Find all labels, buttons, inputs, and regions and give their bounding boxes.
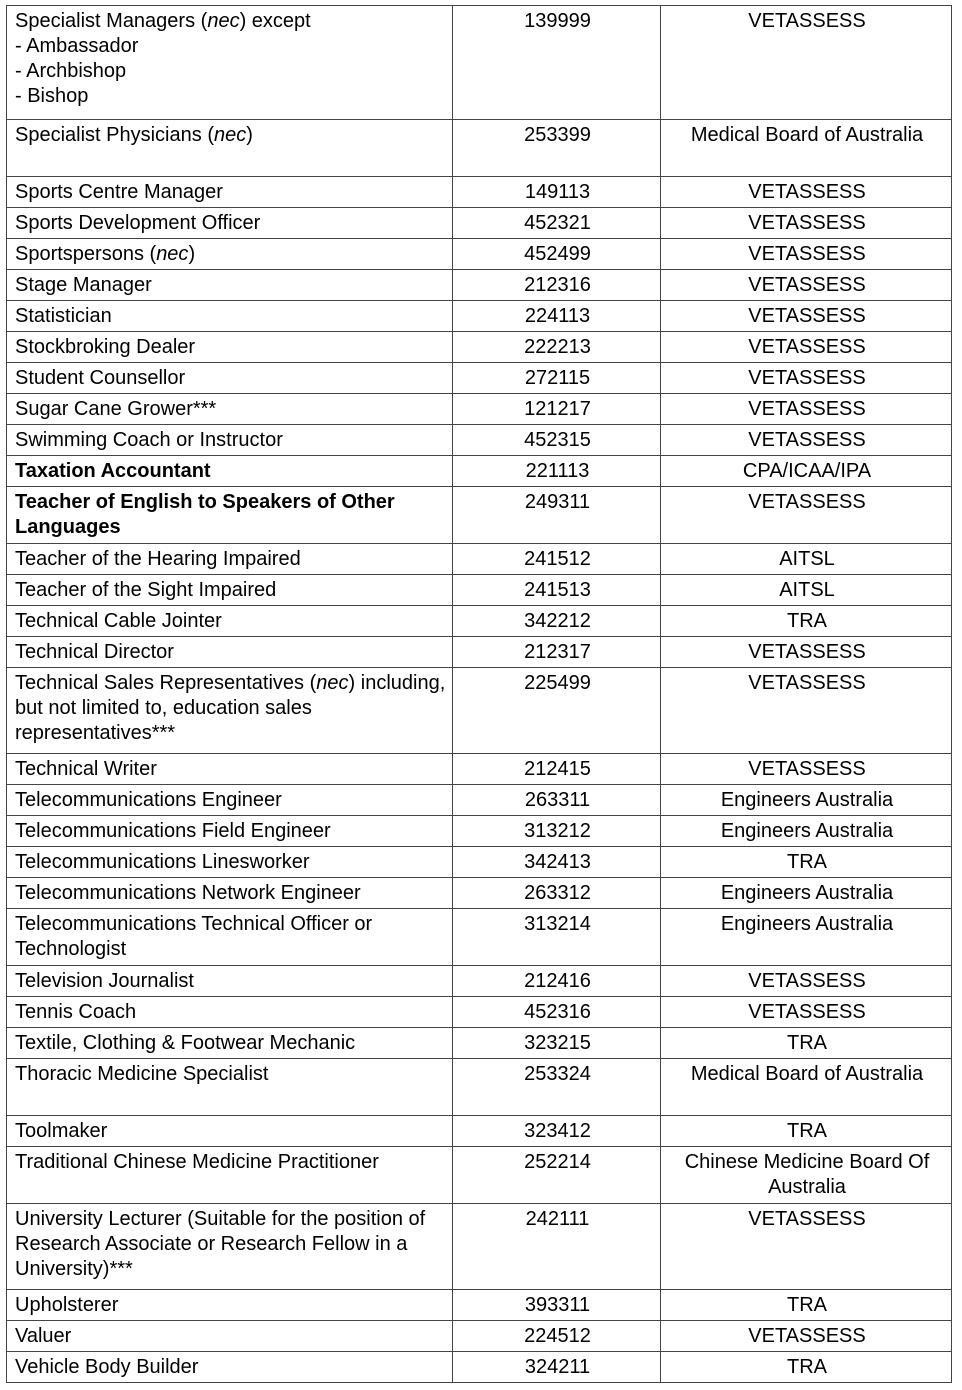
occupation-code: 263311 (453, 785, 661, 816)
assessing-authority: Engineers Australia (661, 785, 952, 816)
occupation-name: Telecommunications Engineer (7, 785, 453, 816)
assessing-authority: AITSL (661, 575, 952, 606)
assessing-authority: VETASSESS (661, 177, 952, 208)
assessing-authority: TRA (661, 1290, 952, 1321)
occupation-name: Teacher of English to Speakers of Other Languages (7, 487, 453, 544)
nec-abbreviation: nec (213, 124, 247, 146)
assessing-authority: Medical Board of Australia (661, 1059, 952, 1116)
occupation-name: Traditional Chinese Medicine Practitioner (7, 1147, 453, 1204)
occupation-code: 323412 (453, 1116, 661, 1147)
occupation-name: Telecommunications Network Engineer (7, 878, 453, 909)
occupation-code: 452316 (453, 997, 661, 1028)
occupation-name: Sportspersons (nec) (7, 239, 453, 270)
occupation-name: Technical Director (7, 637, 453, 668)
nec-abbreviation: nec (156, 243, 189, 265)
occupation-code: 313212 (453, 816, 661, 847)
occupation-name: Telecommunications Linesworker (7, 847, 453, 878)
occupation-code: 272115 (453, 363, 661, 394)
assessing-authority: VETASSESS (661, 270, 952, 301)
assessing-authority: Chinese Medicine Board Of Australia (661, 1147, 952, 1204)
occupation-code: 342212 (453, 606, 661, 637)
occupation-name: Stockbroking Dealer (7, 332, 453, 363)
occupation-name: Toolmaker (7, 1116, 453, 1147)
assessing-authority: VETASSESS (661, 332, 952, 363)
occupation-name: Vehicle Body Builder (7, 1352, 453, 1383)
occupation-code: 263312 (453, 878, 661, 909)
assessing-authority: TRA (661, 847, 952, 878)
occupation-name: Sugar Cane Grower*** (7, 394, 453, 425)
occupation-name: Sports Development Officer (7, 208, 453, 239)
occupation-name: Swimming Coach or Instructor (7, 425, 453, 456)
assessing-authority: VETASSESS (661, 966, 952, 997)
occupation-name: Telecommunications Technical Officer or Technologist (7, 909, 453, 966)
assessing-authority: VETASSESS (661, 1204, 952, 1290)
occupation-code: 452321 (453, 208, 661, 239)
occupation-code: 342413 (453, 847, 661, 878)
assessing-authority: VETASSESS (661, 363, 952, 394)
occupation-code: 212316 (453, 270, 661, 301)
occupation-code: 324211 (453, 1352, 661, 1383)
assessing-authority: TRA (661, 1352, 952, 1383)
occupation-name: Specialist Managers (nec) except - Ambassador - Archbishop - Bishop (7, 6, 453, 120)
occupation-code: 149113 (453, 177, 661, 208)
assessing-authority: VETASSESS (661, 668, 952, 754)
assessing-authority: VETASSESS (661, 239, 952, 270)
occupation-name: Technical Sales Representatives (nec) including, but not limited to, education sales representatives*** (7, 668, 453, 754)
occupation-name: Teacher of the Hearing Impaired (7, 544, 453, 575)
occupation-name: Thoracic Medicine Specialist (7, 1059, 453, 1116)
occupation-code: 221113 (453, 456, 661, 487)
occupation-code: 222213 (453, 332, 661, 363)
occupation-table (6, 5, 952, 1383)
occupation-code: 212416 (453, 966, 661, 997)
assessing-authority: VETASSESS (661, 6, 952, 120)
occupation-code: 121217 (453, 394, 661, 425)
occupation-table-body (7, 6, 952, 1383)
occupation-code: 242111 (453, 1204, 661, 1290)
occupation-code: 224113 (453, 301, 661, 332)
assessing-authority: VETASSESS (661, 1321, 952, 1352)
occupation-code: 241512 (453, 544, 661, 575)
occupation-code: 253324 (453, 1059, 661, 1116)
occupation-code: 393311 (453, 1290, 661, 1321)
assessing-authority: TRA (661, 1028, 952, 1059)
nec-abbreviation: nec (316, 672, 349, 694)
occupation-name: Student Counsellor (7, 363, 453, 394)
occupation-name: Technical Writer (7, 754, 453, 785)
occupation-code: 139999 (453, 6, 661, 120)
assessing-authority: VETASSESS (661, 425, 952, 456)
nec-abbreviation: nec (207, 10, 240, 32)
occupation-code: 249311 (453, 487, 661, 544)
assessing-authority: TRA (661, 1116, 952, 1147)
occupation-code: 252214 (453, 1147, 661, 1204)
occupation-name: Statistician (7, 301, 453, 332)
assessing-authority: Engineers Australia (661, 878, 952, 909)
assessing-authority: VETASSESS (661, 301, 952, 332)
occupation-code: 313214 (453, 909, 661, 966)
occupation-name: Stage Manager (7, 270, 453, 301)
assessing-authority: VETASSESS (661, 997, 952, 1028)
assessing-authority: VETASSESS (661, 754, 952, 785)
occupation-name: Technical Cable Jointer (7, 606, 453, 637)
occupation-code: 212317 (453, 637, 661, 668)
occupation-code: 224512 (453, 1321, 661, 1352)
assessing-authority: CPA/ICAA/IPA (661, 456, 952, 487)
occupation-code: 452315 (453, 425, 661, 456)
occupation-code: 241513 (453, 575, 661, 606)
assessing-authority: AITSL (661, 544, 952, 575)
occupation-name: Valuer (7, 1321, 453, 1352)
occupation-name: Tennis Coach (7, 997, 453, 1028)
assessing-authority: Engineers Australia (661, 909, 952, 966)
occupation-code: 452499 (453, 239, 661, 270)
occupation-name: Television Journalist (7, 966, 453, 997)
assessing-authority: Medical Board of Australia (661, 120, 952, 177)
occupation-name: Taxation Accountant (7, 456, 453, 487)
occupation-name: Upholsterer (7, 1290, 453, 1321)
assessing-authority: VETASSESS (661, 487, 952, 544)
occupation-name: University Lecturer (Suitable for the position of Research Associate or Research Fellow in a University)*** (7, 1204, 453, 1290)
assessing-authority: VETASSESS (661, 637, 952, 668)
assessing-authority: Engineers Australia (661, 816, 952, 847)
assessing-authority: TRA (661, 606, 952, 637)
assessing-authority: VETASSESS (661, 394, 952, 425)
assessing-authority: VETASSESS (661, 208, 952, 239)
occupation-code: 212415 (453, 754, 661, 785)
occupation-name: Telecommunications Field Engineer (7, 816, 453, 847)
occupation-code: 225499 (453, 668, 661, 754)
occupation-code: 323215 (453, 1028, 661, 1059)
occupation-name: Teacher of the Sight Impaired (7, 575, 453, 606)
occupation-name: Sports Centre Manager (7, 177, 453, 208)
occupation-name: Specialist Physicians (nec) (7, 120, 453, 177)
occupation-code: 253399 (453, 120, 661, 177)
occupation-name: Textile, Clothing & Footwear Mechanic (7, 1028, 453, 1059)
